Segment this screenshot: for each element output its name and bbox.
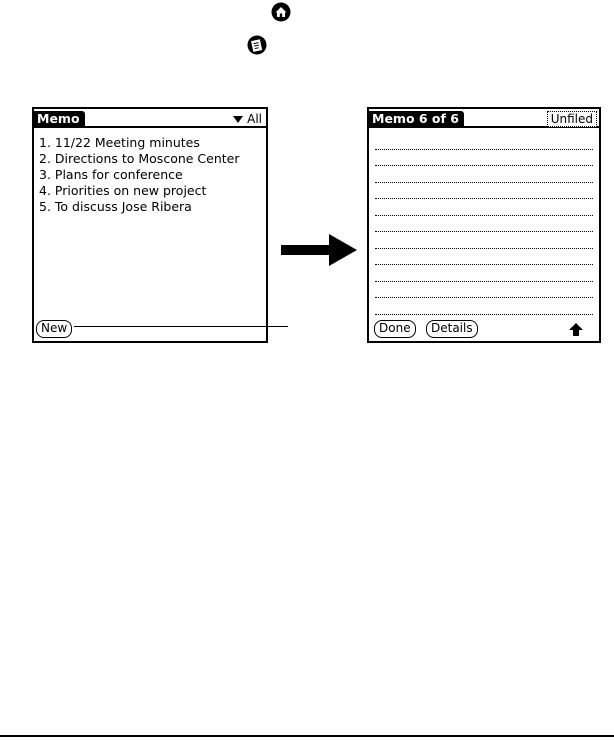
category-label: All [247, 112, 262, 126]
callout-line [74, 326, 288, 327]
triangle-down-icon [233, 116, 243, 123]
title-underline [34, 126, 266, 128]
scroll-up-arrow-icon[interactable] [569, 323, 583, 336]
memo-text-area[interactable] [375, 133, 593, 315]
memo-edit-screen [367, 107, 601, 343]
arrow-right-icon [279, 233, 359, 267]
details-button[interactable]: Details [426, 320, 478, 338]
category-picker[interactable] [233, 111, 262, 127]
memo-item[interactable]: 3. Plans for conference [39, 167, 183, 182]
memo-list-screen [32, 107, 268, 343]
category-picker[interactable]: Unfiled [547, 111, 597, 127]
memo-list [39, 135, 240, 215]
memo-item[interactable]: 1. 11/22 Meeting minutes [39, 135, 200, 150]
app-title: Memo [34, 111, 85, 127]
done-button[interactable]: Done [374, 320, 416, 338]
title-bar [369, 111, 599, 129]
memo-title: Memo 6 of 6 [369, 111, 464, 127]
home-icon [270, 1, 292, 23]
memo-item[interactable]: 4. Priorities on new project [39, 183, 207, 198]
new-button[interactable]: New [36, 320, 72, 338]
page-rule [0, 735, 614, 737]
memo-pad-icon [246, 34, 268, 56]
memo-item[interactable]: 2. Directions to Moscone Center [39, 151, 240, 166]
title-bar [34, 111, 266, 129]
memo-item[interactable]: 5. To discuss Jose Ribera [39, 199, 192, 214]
